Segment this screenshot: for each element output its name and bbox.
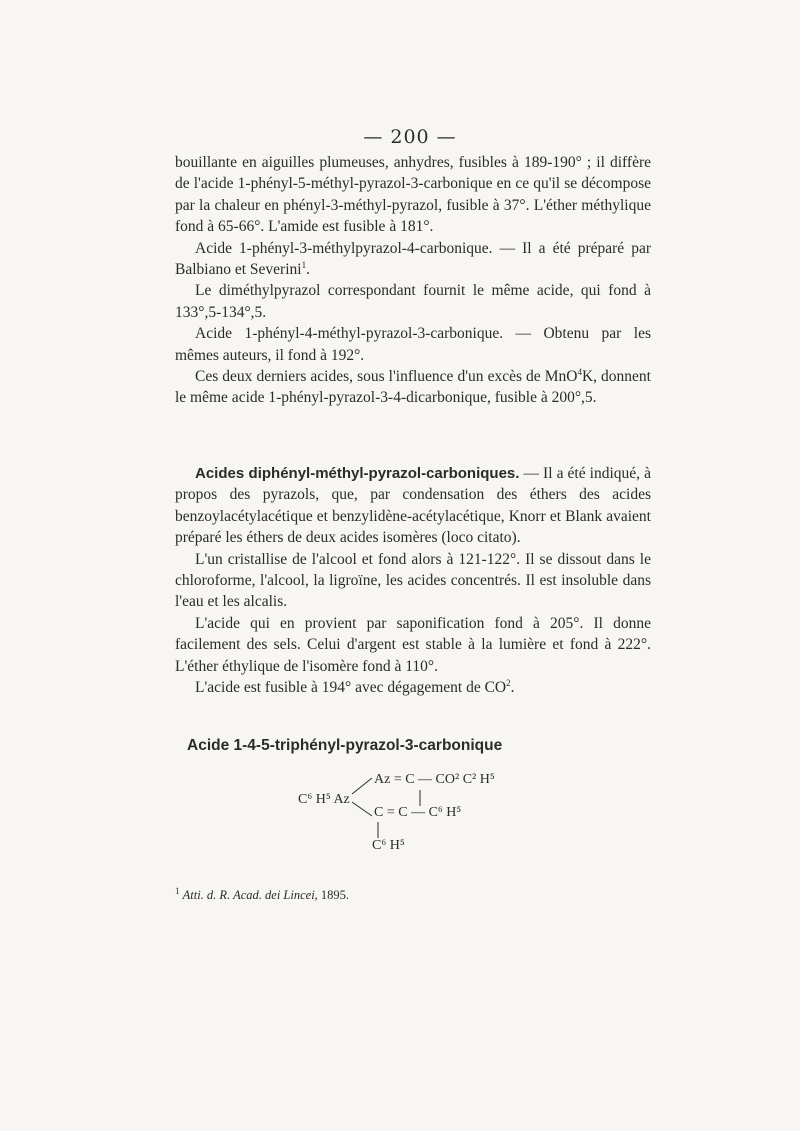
footnote-year: 1895. [320, 888, 350, 902]
formula-bottom-group: C⁶ H⁵ [372, 838, 405, 853]
footnote-marker: 1 [175, 885, 180, 896]
structural-formula [290, 772, 590, 862]
paragraph: Le diméthylpyrazol correspondant fournit le même acide, qui fond à 133°,5-134°,5. [175, 282, 651, 321]
formula-top-row: Az = C — CO² C² H⁵ [374, 772, 495, 787]
paragraph: bouillante en aiguilles plumeuses, anhydres, fusibles à 189-190° ; il diffère de l'acide 1-phényl-5-méthyl-pyrazol-3-carbonique en ce qu'il se décompose par la chaleur en phényl-3-méthyl-pyrazol, fusible à 37°. L'éther méthylique fond à 65-66°. L'amide est fusible à 181°. [175, 154, 651, 236]
paragraph: L'un cristallise de l'alcool et fond alors à 121-122°. Il se dissout dans le chloroforme, l'alcool, la ligroïne, les acides concentrés. Il est insoluble dans l'eau et les alcalis. [175, 550, 651, 611]
paragraph: Acide 1-phényl-4-méthyl-pyrazol-3-carbonique. — Obtenu par les mêmes auteurs, il fond à 192°. [175, 325, 651, 364]
compound-heading: Acide 1-4-5-triphényl-pyrazol-3-carbonique [187, 737, 503, 754]
body-text [175, 152, 651, 409]
body-text-2 [175, 463, 651, 698]
paragraph: Acide 1-phényl-3-méthylpyrazol-4-carbonique. — Il a été préparé par Balbiano et Severini$^1$. [175, 239, 651, 279]
formula-left-group: C⁶ H⁵ Az [298, 792, 350, 807]
page-number: — 200 — [363, 126, 457, 148]
paragraph: L'acide qui en provient par saponification fond à 205°. Il donne facilement des sels. Celui d'argent est stable à la lumière et fond à 222°. L'éther éthylique de l'isomère fond à 110°. [175, 614, 651, 675]
paragraph: Acides diphényl-méthyl-pyrazol-carboniques. — Il a été indiqué, à propos des pyrazols, que, par condensation des éthers des acides benzoylacétylacétique et benzylidène-acétylacétique, Knorr et Blank avaient préparé les éthers de deux acides isomères (loco citato). [175, 465, 651, 547]
footnote [175, 885, 350, 903]
footnote-citation: Atti. d. R. Acad. dei Lincei, [182, 888, 318, 902]
paragraph: Ces deux derniers acides, sous l'influence d'un excès de MnO$^4$K, donnent le même acide 1-phényl-pyrazol-3-4-dicarbonique, fusible à 200°,5. [175, 366, 651, 407]
footnote-ref: 1 [301, 259, 307, 270]
formula-mid-row: C = C — C⁶ H⁵ [374, 805, 462, 820]
section-heading: Acides diphényl-méthyl-pyrazol-carboniques. [195, 465, 520, 482]
paragraph: L'acide est fusible à 194° avec dégagement de $CO^2$. [195, 677, 515, 697]
